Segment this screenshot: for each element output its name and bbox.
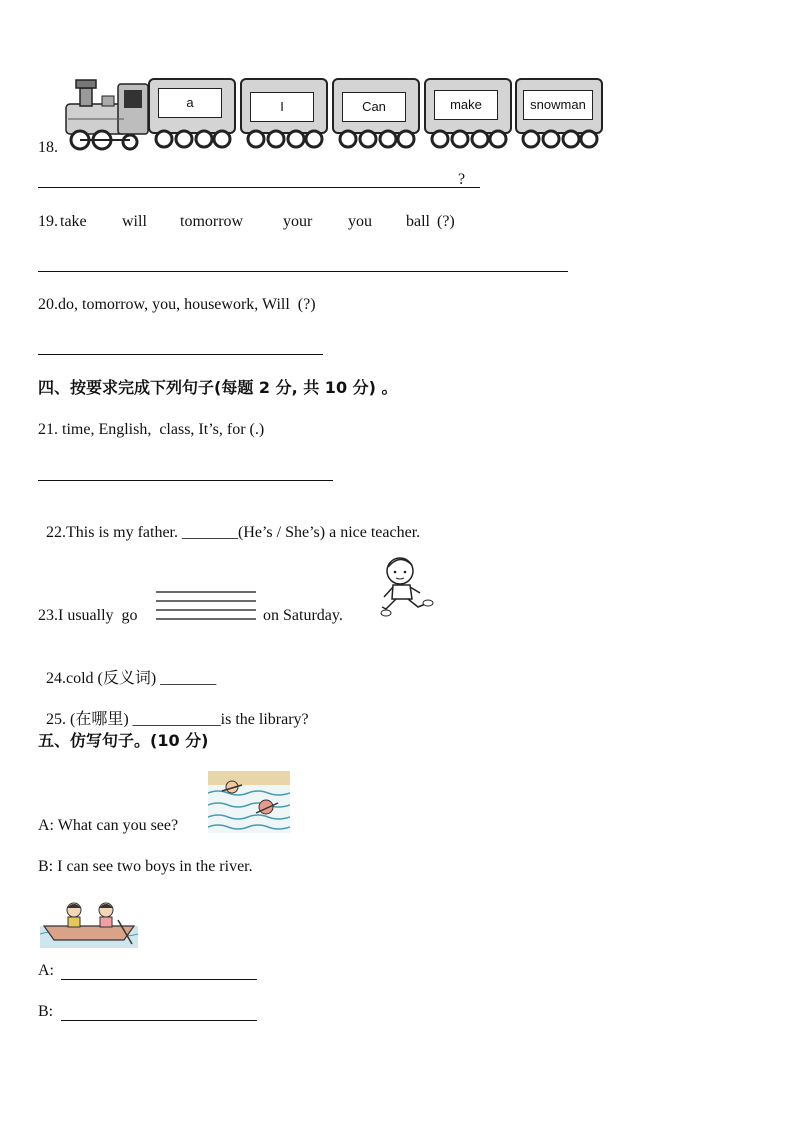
question-24	[38, 649, 216, 689]
section-5-heading: 五、仿写句子。(10 分)	[38, 731, 209, 750]
question-21-text: 21. time, English, class, It’s, for (.)	[38, 421, 265, 438]
question-18-end-mark: ?	[458, 171, 466, 188]
answer-b-line[interactable]	[61, 1020, 257, 1021]
train-car-2	[240, 78, 328, 150]
question-19-word: tomorrow	[180, 213, 244, 230]
question-22	[38, 503, 420, 543]
train-car-5	[515, 78, 603, 150]
section-4-heading: 四、按要求完成下列句子(每题 2 分, 共 10 分) 。	[38, 378, 398, 397]
question-22-suffix: (He’s / She’s) a nice teacher.	[237, 524, 421, 541]
question-19-word: your	[283, 213, 313, 230]
question-20-text: 20.do, tomorrow, you, housework, Will (?)	[38, 296, 316, 313]
question-18-number: 18.	[38, 139, 58, 156]
answer-a-line[interactable]	[61, 979, 257, 980]
answer-line-20[interactable]	[38, 354, 323, 355]
train-illustration	[60, 74, 605, 154]
train-car-3	[332, 78, 420, 150]
question-23-suffix: on Saturday.	[263, 607, 343, 624]
train-word: a	[158, 88, 222, 118]
answer-line-18[interactable]	[38, 187, 480, 188]
train-word: snowman	[523, 90, 593, 120]
wheels-icon	[424, 128, 512, 150]
train-word: Can	[342, 92, 406, 122]
question-24-text: 24.cold (反义词)	[46, 670, 161, 687]
answer-b-label: B:	[38, 1003, 54, 1020]
example-a-line: A: What can you see?	[38, 817, 179, 834]
locomotive-icon	[60, 74, 152, 152]
question-25-prefix: 25. (在哪里)	[46, 711, 133, 728]
train-word: I	[250, 92, 314, 122]
wheels-icon	[515, 128, 603, 150]
answer-a-label: A:	[38, 962, 54, 979]
train-car-1	[148, 78, 236, 150]
question-25-blank[interactable]: ___________	[132, 711, 221, 728]
question-19-end-mark: (?)	[437, 213, 455, 230]
question-22-prefix: 22.This is my father.	[46, 524, 182, 541]
answer-line-21[interactable]	[38, 480, 333, 481]
running-boy-icon	[378, 553, 438, 623]
train-word: make	[434, 90, 498, 120]
wheels-icon	[332, 128, 420, 150]
question-19-word: you	[348, 213, 372, 230]
question-25	[38, 690, 309, 730]
question-19-word: take	[60, 213, 87, 230]
question-19-word: will	[122, 213, 147, 230]
wheels-icon	[148, 128, 236, 150]
train-car-4	[424, 78, 512, 150]
question-25-suffix: is the library?	[220, 711, 309, 728]
wheels-icon	[240, 128, 328, 150]
question-23-prefix: 23.I usually go	[38, 607, 138, 624]
question-24-blank[interactable]: _______	[160, 670, 217, 687]
four-line-writing-grid[interactable]	[156, 591, 258, 623]
swimming-boys-picture	[208, 771, 290, 833]
example-b-line: B: I can see two boys in the river.	[38, 858, 253, 875]
question-19-word: ball	[406, 213, 430, 230]
answer-line-19[interactable]	[38, 271, 568, 272]
children-in-boat-picture	[40, 898, 138, 948]
question-19-number: 19.	[38, 213, 58, 230]
question-22-blank[interactable]: _______	[181, 524, 238, 541]
